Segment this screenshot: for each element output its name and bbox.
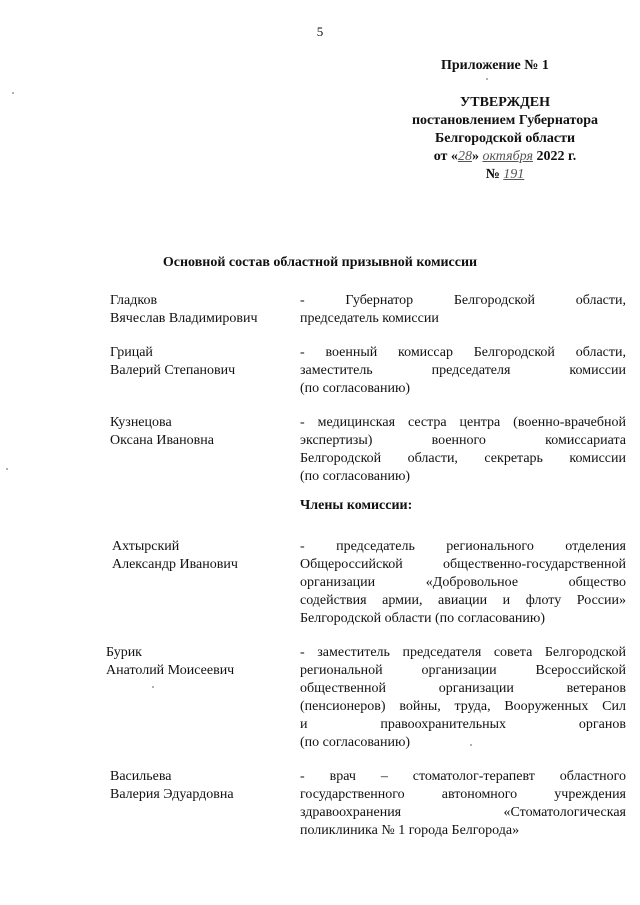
number-value: 191	[503, 167, 525, 182]
scan-speck	[6, 468, 8, 470]
role-line: содействия армии, авиации и флоту России»	[300, 593, 626, 608]
role-line: организации «Добровольное общество	[300, 575, 626, 590]
role-line: экспертизы) военного комиссариата	[300, 433, 626, 448]
date-mid: »	[471, 149, 483, 164]
decree-number	[395, 166, 615, 184]
member-name	[112, 538, 238, 574]
members-heading: Члены комиссии:	[300, 498, 413, 513]
role-line: (пенсионеров) войны, труда, Вооруженных Сил	[300, 699, 626, 714]
member-surname: Бурик	[106, 645, 142, 660]
date-day: 28	[457, 149, 472, 164]
date-prefix: от «	[433, 149, 458, 164]
role-line: заместитель председателя комиссии	[300, 363, 626, 378]
role-line: поликлиника № 1 города Белгорода»	[300, 823, 520, 838]
member-role	[300, 768, 626, 840]
member-given-names: Вячеслав Владимирович	[110, 311, 258, 326]
appendix-label: Приложение № 1	[441, 58, 549, 73]
member-name	[110, 292, 258, 328]
role-line: председатель комиссии	[300, 311, 439, 326]
region-line: Белгородской области	[434, 131, 576, 146]
approval-block	[395, 94, 615, 184]
member-name	[110, 768, 234, 804]
member-name	[110, 344, 235, 380]
role-line: - медицинская сестра центра (военно-врачебной	[300, 415, 626, 430]
member-surname: Кузнецова	[110, 415, 172, 430]
role-line: здравоохранения «Стоматологическая	[300, 805, 626, 820]
page-number: 5	[316, 24, 324, 39]
member-surname: Ахтырский	[112, 539, 180, 554]
approved-heading: УТВЕРЖДЕН	[459, 95, 551, 110]
date-month: октября	[482, 149, 533, 164]
scan-speck	[12, 92, 14, 94]
date-year: 2022 г.	[532, 149, 577, 164]
member-given-names: Валерия Эдуардовна	[110, 787, 234, 802]
scan-speck	[470, 744, 472, 746]
document-title: Основной состав областной призывной комиссии	[162, 255, 478, 270]
number-prefix: №	[485, 167, 500, 182]
role-line: государственного автономного учреждения	[300, 787, 626, 802]
member-given-names: Оксана Ивановна	[110, 433, 214, 448]
role-line: - председатель регионального отделения	[300, 539, 626, 554]
role-line: Общероссийской общественно-государственной	[300, 557, 626, 572]
role-line: общественной организации ветеранов	[300, 681, 626, 696]
member-role	[300, 414, 626, 486]
role-line: и правоохранительных органов	[300, 717, 626, 732]
role-line: региональной организации Всероссийской	[300, 663, 626, 678]
scan-speck	[152, 686, 154, 688]
member-role	[300, 644, 626, 752]
member-surname: Васильева	[110, 769, 172, 784]
scan-speck	[486, 78, 488, 80]
role-line: - заместитель председателя совета Белгородской	[300, 645, 626, 660]
member-given-names: Александр Иванович	[112, 557, 238, 572]
member-surname: Гладков	[110, 293, 158, 308]
member-role	[300, 538, 626, 628]
role-line: (по согласованию)	[300, 381, 411, 396]
member-name	[110, 414, 214, 450]
decree-date	[395, 148, 615, 166]
role-line: - врач – стоматолог-терапевт областного	[300, 769, 626, 784]
member-surname: Грицай	[110, 345, 153, 360]
member-given-names: Валерий Степанович	[110, 363, 236, 378]
decree-line: постановлением Губернатора	[411, 113, 599, 128]
member-role	[300, 292, 626, 328]
role-line: (по согласованию)	[300, 735, 411, 750]
member-given-names: Анатолий Моисеевич	[106, 663, 235, 678]
role-line: Белгородской области (по согласованию)	[300, 611, 546, 626]
role-line: (по согласованию)	[300, 469, 411, 484]
member-name	[106, 644, 234, 680]
role-line: Белгородской области, секретарь комиссии	[300, 451, 626, 466]
member-role	[300, 344, 626, 398]
role-line: - Губернатор Белгородской области,	[300, 293, 626, 308]
role-line: - военный комиссар Белгородской области,	[300, 345, 626, 360]
